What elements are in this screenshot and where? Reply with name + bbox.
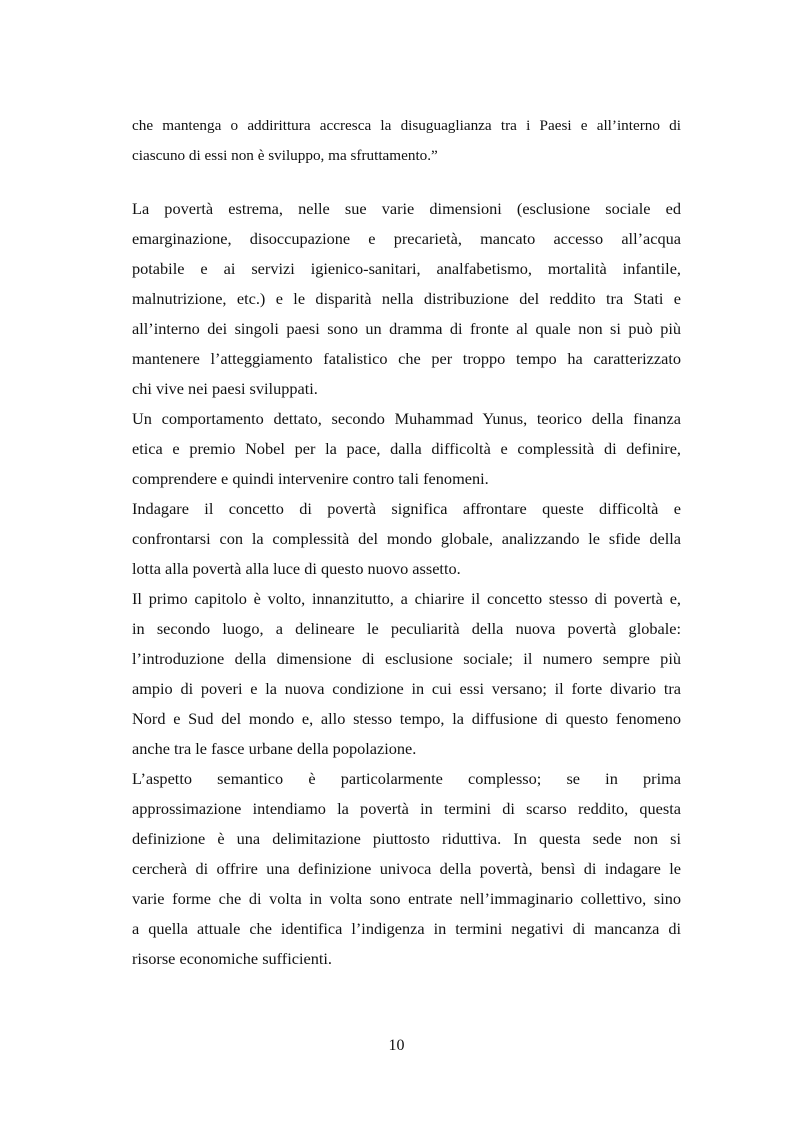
body-line: Un comportamento dettato, secondo Muhammad Yunus, teorico della finanza: [132, 409, 681, 428]
body-line: comprendere e quindi intervenire contro tali fenomeni.: [132, 469, 489, 488]
quote-paragraph: [132, 111, 681, 170]
body-line: cercherà di offrire una definizione univoca della povertà, bensì di indagare le: [132, 859, 681, 878]
body-line: ampio di poveri e la nuova condizione in cui essi versano; il forte divario tra: [132, 679, 681, 698]
body-line: chi vive nei paesi sviluppati.: [132, 379, 318, 398]
body-line: risorse economiche sufficienti.: [132, 949, 332, 968]
body-text: [132, 194, 681, 974]
body-line: malnutrizione, etc.) e le disparità nella distribuzione del reddito tra Stati e: [132, 289, 681, 308]
body-line: emarginazione, disoccupazione e precarietà, mancato accesso all’acqua: [132, 229, 681, 248]
page-number: 10: [388, 1037, 405, 1054]
body-line: potabile e ai servizi igienico-sanitari, analfabetismo, mortalità infantile,: [132, 259, 681, 278]
body-line: Il primo capitolo è volto, innanzitutto, a chiarire il concetto stesso di povertà e,: [132, 589, 681, 608]
quote-line: che mantenga o addirittura accresca la disuguaglianza tra i Paesi e all’interno di: [132, 117, 681, 134]
body-line: all’interno dei singoli paesi sono un dramma di fronte al quale non si può più: [132, 319, 681, 338]
body-line: lotta alla povertà alla luce di questo nuovo assetto.: [132, 559, 461, 578]
body-line: Indagare il concetto di povertà significa affrontare queste difficoltà e: [132, 499, 681, 518]
body-line: definizione è una delimitazione piuttosto riduttiva. In questa sede non si: [132, 829, 681, 848]
body-line: confrontarsi con la complessità del mondo globale, analizzando le sfide della: [132, 529, 681, 548]
body-line: Nord e Sud del mondo e, allo stesso tempo, la diffusione di questo fenomeno: [132, 709, 681, 728]
body-line: approssimazione intendiamo la povertà in termini di scarso reddito, questa: [132, 799, 681, 818]
body-line: in secondo luogo, a delineare le peculiarità della nuova povertà globale:: [132, 619, 681, 638]
body-line: anche tra le fasce urbane della popolazione.: [132, 739, 417, 758]
body-line: La povertà estrema, nelle sue varie dimensioni (esclusione sociale ed: [132, 199, 681, 218]
body-line: varie forme che di volta in volta sono entrate nell’immaginario collettivo, sino: [132, 889, 681, 908]
body-line: mantenere l’atteggiamento fatalistico che per troppo tempo ha caratterizzato: [132, 349, 681, 368]
quote-line: ciascuno di essi non è sviluppo, ma sfruttamento.”: [132, 146, 438, 164]
body-line: L’aspetto semantico è particolarmente complesso; se in prima: [132, 769, 681, 788]
body-line: l’introduzione della dimensione di esclusione sociale; il numero sempre più: [132, 649, 681, 668]
body-line: etica e premio Nobel per la pace, dalla difficoltà e complessità di definire,: [132, 439, 681, 458]
body-line: a quella attuale che identifica l’indigenza in termini negativi di mancanza di: [132, 919, 681, 938]
